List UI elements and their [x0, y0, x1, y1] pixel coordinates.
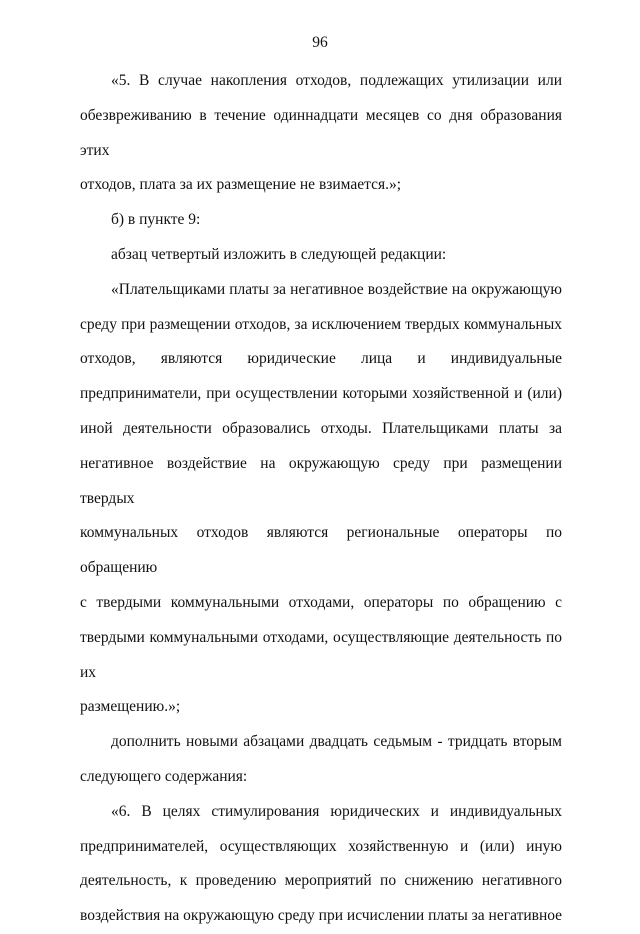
text-line: обезвреживанию в течение одиннадцати месяцев со дня образования этих: [80, 106, 562, 159]
document-body: [80, 64, 562, 934]
text-line: предпринимателей, осуществляющих хозяйственную и (или) иную: [80, 837, 562, 855]
text-line: «6. В целях стимулирования юридических и индивидуальных: [111, 802, 562, 820]
text-line: предприниматели, при осуществлении которыми хозяйственной и (или): [80, 385, 562, 403]
text-line: дополнить новыми абзацами двадцать седьмым - тридцать вторым: [111, 733, 562, 751]
paragraph: [80, 64, 562, 203]
paragraph: [80, 795, 562, 934]
paragraph: [80, 725, 562, 795]
text-line: абзац четвертый изложить в следующей редакции:: [111, 245, 447, 263]
text-line: отходов, плата за их размещение не взимается.»;: [80, 176, 402, 194]
text-line: «Плательщиками платы за негативное воздействие на окружающую: [111, 280, 562, 298]
text-line: иной деятельности образовались отходы. Плательщиками платы за: [80, 419, 562, 437]
page-number: 96: [312, 34, 328, 51]
text-line: размещению.»;: [80, 698, 181, 716]
text-line: твердыми коммунальными отходами, осуществляющие деятельность по их: [80, 628, 562, 681]
text-line: воздействия на окружающую среду при исчислении платы за негативное: [80, 907, 563, 925]
text-line: следующего содержания:: [80, 767, 248, 785]
text-line: негативное воздействие на окружающую среду при размещении твердых: [80, 454, 562, 507]
text-line: б) в пункте 9:: [111, 211, 201, 229]
text-line: среду при размещении отходов, за исключением твердых коммунальных: [80, 315, 562, 333]
paragraph: [80, 238, 562, 273]
paragraph: [80, 273, 562, 725]
paragraph: [80, 203, 562, 238]
text-line: «5. В случае накопления отходов, подлежащих утилизации или: [111, 72, 562, 89]
text-line: с твердыми коммунальными отходами, операторы по обращению с: [80, 593, 562, 611]
text-line: коммунальных отходов являются региональные операторы по обращению: [80, 524, 562, 577]
text-line: отходов, являются юридические лица и индивидуальные: [80, 350, 562, 368]
text-line: деятельность, к проведению мероприятий по снижению негативного: [80, 872, 562, 890]
